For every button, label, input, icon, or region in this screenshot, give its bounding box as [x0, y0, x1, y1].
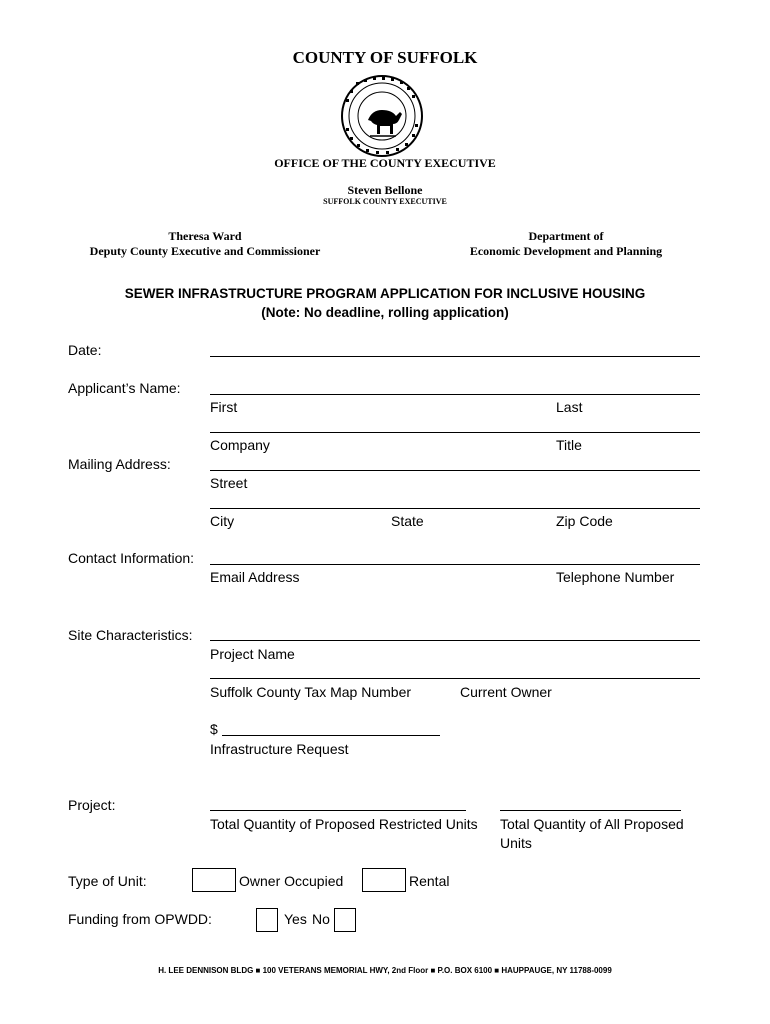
all-units-field[interactable]	[500, 810, 681, 811]
yes-label: Yes	[284, 911, 307, 927]
street-field[interactable]	[210, 470, 700, 471]
type-of-unit-label: Type of Unit:	[68, 873, 147, 889]
site-characteristics-label: Site Characteristics:	[68, 627, 193, 643]
street-caption: Street	[210, 475, 248, 491]
deputy-name: Theresa Ward	[168, 229, 242, 243]
form-title: SEWER INFRASTRUCTURE PROGRAM APPLICATION FOR INCLUSIVE HOUSING	[124, 286, 646, 301]
yes-checkbox[interactable]	[256, 908, 278, 932]
current-owner-caption: Current Owner	[460, 684, 552, 700]
city-state-zip-field[interactable]	[210, 508, 700, 509]
state-caption: State	[391, 513, 424, 529]
rental-checkbox[interactable]	[362, 868, 406, 892]
executive-title: SUFFOLK COUNTY EXECUTIVE	[323, 197, 447, 206]
infrastructure-request-caption: Infrastructure Request	[210, 741, 349, 757]
last-name-caption: Last	[556, 399, 583, 415]
form-subtitle: (Note: No deadline, rolling application)	[261, 305, 509, 320]
email-caption: Email Address	[210, 569, 300, 585]
project-name-caption: Project Name	[210, 646, 295, 662]
date-field[interactable]	[210, 356, 700, 357]
dollar-sign: $	[210, 721, 218, 737]
title-caption: Title	[556, 437, 582, 453]
date-label: Date:	[68, 342, 102, 358]
project-name-field[interactable]	[210, 640, 700, 641]
applicant-name-field[interactable]	[210, 394, 700, 395]
all-units-caption-line2: Units	[500, 835, 532, 851]
footer-address: H. LEE DENNISON BLDG ■ 100 VETERANS MEMORIAL HWY, 2nd Floor ■ P.O. BOX 6100 ■ HAUPPAUGE, NY 11788-0099	[158, 966, 612, 975]
owner-occupied-label: Owner Occupied	[239, 873, 344, 889]
department-line1: Department of	[528, 229, 604, 243]
no-checkbox[interactable]	[334, 908, 356, 932]
all-units-caption-line1: Total Quantity of All Proposed	[500, 816, 684, 832]
first-name-caption: First	[210, 399, 238, 415]
no-label: No	[312, 911, 330, 927]
funding-opwdd-label: Funding from OPWDD:	[68, 911, 212, 927]
department-line2: Economic Development and Planning	[469, 244, 663, 258]
city-caption: City	[210, 513, 235, 529]
company-title-field[interactable]	[210, 432, 700, 433]
tax-map-caption: Suffolk County Tax Map Number	[210, 684, 412, 700]
contact-field[interactable]	[210, 564, 700, 565]
restricted-units-caption: Total Quantity of Proposed Restricted Units	[210, 816, 478, 832]
applicant-label: Applicant’s Name:	[68, 380, 181, 396]
zip-caption: Zip Code	[556, 513, 613, 529]
office-title: OFFICE OF THE COUNTY EXECUTIVE	[274, 156, 496, 170]
company-caption: Company	[210, 437, 270, 453]
county-title: COUNTY OF SUFFOLK	[292, 48, 478, 67]
telephone-caption: Telephone Number	[556, 569, 675, 585]
owner-occupied-checkbox[interactable]	[192, 868, 236, 892]
contact-information-label: Contact Information:	[68, 550, 195, 566]
project-label: Project:	[68, 797, 116, 813]
tax-map-owner-field[interactable]	[210, 678, 700, 679]
county-seal-icon	[340, 74, 424, 158]
rental-label: Rental	[409, 873, 450, 889]
restricted-units-field[interactable]	[210, 810, 466, 811]
mailing-address-label: Mailing Address:	[68, 456, 171, 472]
deputy-title: Deputy County Executive and Commissioner	[89, 244, 321, 258]
executive-name: Steven Bellone	[347, 183, 423, 197]
infrastructure-request-field[interactable]	[222, 735, 440, 736]
